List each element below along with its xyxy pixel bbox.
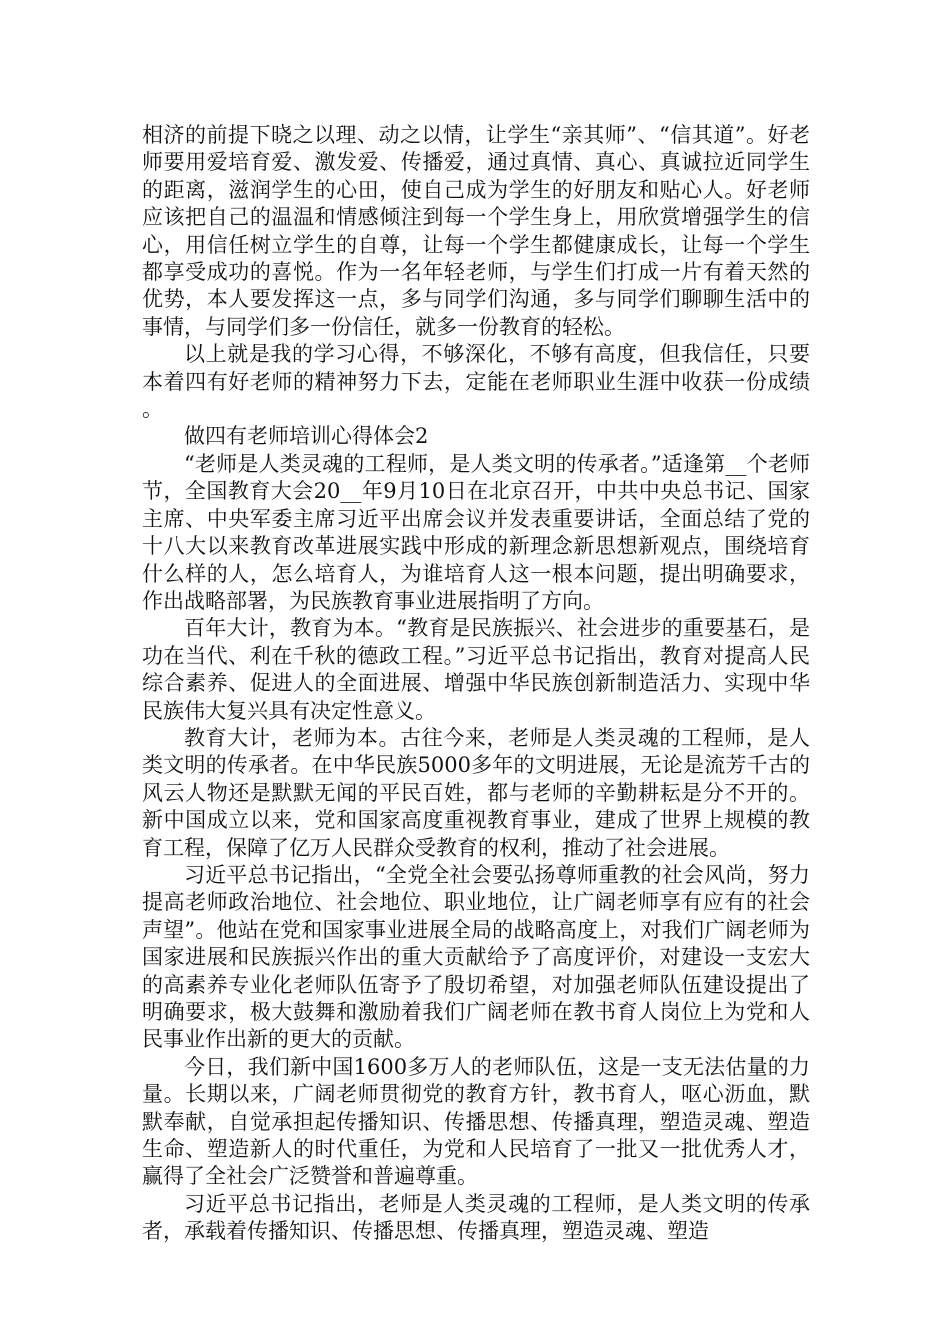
paragraph-4: 百年大计，教育为本。“教育是民族振兴、社会进步的重要基石，是功在当代、利在千秋的德政工程。”习近平总书记指出，教育对提高人民综合素养、促进人的全面进展、增强中华民族创新制造活力、实现中华民族伟大复兴具有决定性意义。 xyxy=(142,616,810,723)
document-page xyxy=(142,122,810,1246)
paragraph-8: 习近平总书记指出，老师是人类灵魂的工程师，是人类文明的传承者，承载着传播知识、传播思想、传播真理，塑造灵魂、塑造 xyxy=(142,1191,810,1244)
paragraph-6: 习近平总书记指出，“全党全社会要弘扬尊师重教的社会风尚，努力提高老师政治地位、社会地位、职业地位，让广阔老师享有应有的社会声望”。他站在党和国家事业进展全局的战略高度上，对我们广阔老师为国家进展和民族振兴作出的重大贡献给予了高度评价，对建设一支宏大的高素养专业化老师队伍寄予了殷切希望，对加强老师队伍建设提出了明确要求，极大鼓舞和激励着我们广阔老师在教书育人岗位上为党和人民事业作出新的更大的贡献。 xyxy=(142,862,810,1052)
section-heading: 做四有老师培训心得体会2 xyxy=(184,424,429,449)
paragraph-5: 教育大计，老师为本。古往今来，老师是人类灵魂的工程师，是人类文明的传承者。在中华民族5000多年的文明进展，无论是流芳千古的风云人物还是默默无闻的平民百姓，都与老师的辛勤耕耘是分不开的。新中国成立以来，党和国家高度重视教育事业，建成了世界上规模的教育工程，保障了亿万人民群众受教育的权利，推动了社会进展。 xyxy=(142,725,810,860)
paragraph-2: 以上就是我的学习心得，不够深化，不够有高度，但我信任，只要本着四有好老师的精神努力下去，定能在老师职业生涯中收获一份成绩。 xyxy=(142,342,810,422)
paragraph-1: 相济的前提下晓之以理、动之以情，让学生“亲其师”、“信其道”。好老师要用爱培育爱、激发爱、传播爱，通过真情、真心、真诚拉近同学生的距离，滋润学生的心田，使自己成为学生的好朋友和贴心人。好老师应该把自己的温温和情感倾注到每一个学生身上，用欣赏增强学生的信心，用信任树立学生的自尊，让每一个学生都健康成长，让每一个学生都享受成功的喜悦。作为一名年轻老师，与学生们打成一片有着天然的优势，本人要发挥这一点，多与同学们沟通，多与同学们聊聊生活中的事情，与同学们多一份信任，就多一份教育的轻松。 xyxy=(142,123,810,339)
paragraph-7: 今日，我们新中国1600多万人的老师队伍，这是一支无法估量的力量。长期以来，广阔老师贯彻党的教育方针，教书育人，呕心沥血，默默奉献，自觉承担起传播知识、传播思想、传播真理，塑造灵魂、塑造生命、塑造新人的时代重任，为党和人民培育了一批又一批优秀人才，赢得了全社会广泛赞誉和普遍尊重。 xyxy=(142,1054,810,1189)
paragraph-3: “老师是人类灵魂的工程师，是人类文明的传承者。”适逢第__个老师节，全国教育大会20__年9月10日在北京召开，中共中央总书记、国家主席、中央军委主席习近平出席会议并发表重要讲话，全面总结了党的十八大以来教育改革进展实践中形成的新理念新思想新观点，围绕培育什么样的人，怎么培育人，为谁培育人这一根本问题，提出明确要求，作出战略部署，为民族教育事业进展指明了方向。 xyxy=(142,451,810,613)
